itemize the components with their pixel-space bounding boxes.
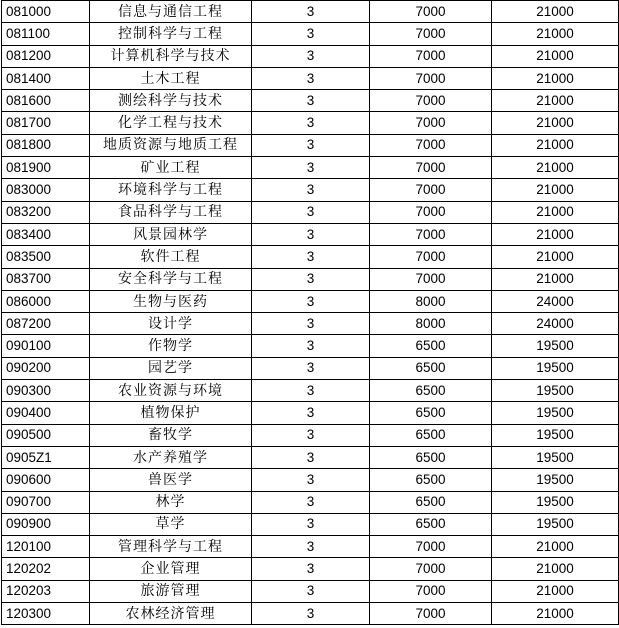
table-row (2, 580, 619, 602)
major-code-cell: 083200 (2, 201, 90, 223)
annual-fee-cell: 6500 (370, 424, 492, 446)
table-row (2, 157, 619, 179)
study-years-cell: 3 (252, 1, 370, 23)
table-row (2, 424, 619, 446)
study-years-cell: 3 (252, 469, 370, 491)
study-years-cell: 3 (252, 201, 370, 223)
annual-fee-cell: 6500 (370, 491, 492, 513)
study-years-cell: 3 (252, 380, 370, 402)
annual-fee-cell: 7000 (370, 558, 492, 580)
table-row (2, 491, 619, 513)
study-years-cell: 3 (252, 580, 370, 602)
total-fee-cell: 21000 (492, 23, 619, 45)
table-row (2, 201, 619, 223)
total-fee-cell: 21000 (492, 536, 619, 558)
study-years-cell: 3 (252, 335, 370, 357)
study-years-cell: 3 (252, 246, 370, 268)
major-name-cell: 草学 (90, 513, 252, 535)
annual-fee-cell: 7000 (370, 223, 492, 245)
major-name-cell: 作物学 (90, 335, 252, 357)
table-row (2, 357, 619, 379)
total-fee-cell: 24000 (492, 290, 619, 312)
total-fee-cell: 21000 (492, 580, 619, 602)
annual-fee-cell: 7000 (370, 45, 492, 67)
total-fee-cell: 19500 (492, 424, 619, 446)
total-fee-cell: 21000 (492, 90, 619, 112)
major-name-cell: 测绘科学与技术 (90, 90, 252, 112)
annual-fee-cell: 6500 (370, 380, 492, 402)
study-years-cell: 3 (252, 223, 370, 245)
major-code-cell: 083500 (2, 246, 90, 268)
study-years-cell: 3 (252, 402, 370, 424)
table-row (2, 313, 619, 335)
annual-fee-cell: 6500 (370, 469, 492, 491)
study-years-cell: 3 (252, 112, 370, 134)
table-row (2, 290, 619, 312)
major-code-cell: 081100 (2, 23, 90, 45)
major-code-cell: 087200 (2, 313, 90, 335)
annual-fee-cell: 7000 (370, 67, 492, 89)
table-row (2, 246, 619, 268)
annual-fee-cell: 7000 (370, 1, 492, 23)
annual-fee-cell: 6500 (370, 402, 492, 424)
major-name-cell: 土木工程 (90, 67, 252, 89)
table-row (2, 402, 619, 424)
major-code-cell: 120203 (2, 580, 90, 602)
study-years-cell: 3 (252, 268, 370, 290)
major-name-cell: 食品科学与工程 (90, 201, 252, 223)
annual-fee-cell: 7000 (370, 536, 492, 558)
total-fee-cell: 24000 (492, 313, 619, 335)
annual-fee-cell: 7000 (370, 580, 492, 602)
study-years-cell: 3 (252, 134, 370, 156)
total-fee-cell: 21000 (492, 201, 619, 223)
table-row (2, 23, 619, 45)
major-name-cell: 计算机科学与技术 (90, 45, 252, 67)
major-code-cell: 090500 (2, 424, 90, 446)
major-code-cell: 090700 (2, 491, 90, 513)
annual-fee-cell: 7000 (370, 157, 492, 179)
major-name-cell: 信息与通信工程 (90, 1, 252, 23)
total-fee-cell: 21000 (492, 157, 619, 179)
major-name-cell: 设计学 (90, 313, 252, 335)
annual-fee-cell: 6500 (370, 357, 492, 379)
major-name-cell: 农林经济管理 (90, 603, 252, 625)
study-years-cell: 3 (252, 491, 370, 513)
annual-fee-cell: 7000 (370, 201, 492, 223)
major-name-cell: 园艺学 (90, 357, 252, 379)
annual-fee-cell: 8000 (370, 290, 492, 312)
study-years-cell: 3 (252, 357, 370, 379)
total-fee-cell: 21000 (492, 179, 619, 201)
major-code-cell: 081200 (2, 45, 90, 67)
total-fee-cell: 19500 (492, 513, 619, 535)
major-code-cell: 083700 (2, 268, 90, 290)
major-code-cell: 090100 (2, 335, 90, 357)
table-row (2, 446, 619, 468)
major-name-cell: 水产养殖学 (90, 446, 252, 468)
annual-fee-cell: 6500 (370, 335, 492, 357)
table-row (2, 558, 619, 580)
annual-fee-cell: 6500 (370, 513, 492, 535)
table-row (2, 335, 619, 357)
major-name-cell: 环境科学与工程 (90, 179, 252, 201)
total-fee-cell: 21000 (492, 268, 619, 290)
study-years-cell: 3 (252, 424, 370, 446)
study-years-cell: 3 (252, 45, 370, 67)
total-fee-cell: 19500 (492, 380, 619, 402)
major-name-cell: 风景园林学 (90, 223, 252, 245)
study-years-cell: 3 (252, 513, 370, 535)
annual-fee-cell: 7000 (370, 90, 492, 112)
major-name-cell: 矿业工程 (90, 157, 252, 179)
major-code-cell: 081000 (2, 1, 90, 23)
annual-fee-cell: 7000 (370, 603, 492, 625)
study-years-cell: 3 (252, 179, 370, 201)
total-fee-cell: 21000 (492, 45, 619, 67)
table-body (2, 1, 619, 625)
major-code-cell: 0905Z1 (2, 446, 90, 468)
total-fee-cell: 19500 (492, 402, 619, 424)
total-fee-cell: 19500 (492, 357, 619, 379)
study-years-cell: 3 (252, 446, 370, 468)
major-name-cell: 软件工程 (90, 246, 252, 268)
total-fee-cell: 21000 (492, 558, 619, 580)
major-code-cell: 083400 (2, 223, 90, 245)
total-fee-cell: 21000 (492, 67, 619, 89)
table-row (2, 223, 619, 245)
major-code-cell: 081400 (2, 67, 90, 89)
study-years-cell: 3 (252, 290, 370, 312)
major-code-cell: 081600 (2, 90, 90, 112)
total-fee-cell: 19500 (492, 446, 619, 468)
total-fee-cell: 19500 (492, 491, 619, 513)
major-name-cell: 安全科学与工程 (90, 268, 252, 290)
major-code-cell: 081700 (2, 112, 90, 134)
major-name-cell: 旅游管理 (90, 580, 252, 602)
major-code-cell: 120300 (2, 603, 90, 625)
table-row (2, 112, 619, 134)
study-years-cell: 3 (252, 313, 370, 335)
tuition-table (1, 0, 619, 625)
annual-fee-cell: 7000 (370, 268, 492, 290)
major-name-cell: 管理科学与工程 (90, 536, 252, 558)
study-years-cell: 3 (252, 67, 370, 89)
table-row (2, 603, 619, 625)
major-code-cell: 081800 (2, 134, 90, 156)
study-years-cell: 3 (252, 90, 370, 112)
annual-fee-cell: 7000 (370, 179, 492, 201)
major-name-cell: 林学 (90, 491, 252, 513)
major-name-cell: 企业管理 (90, 558, 252, 580)
table-row (2, 45, 619, 67)
major-name-cell: 生物与医药 (90, 290, 252, 312)
total-fee-cell: 21000 (492, 246, 619, 268)
annual-fee-cell: 7000 (370, 23, 492, 45)
total-fee-cell: 19500 (492, 469, 619, 491)
total-fee-cell: 21000 (492, 1, 619, 23)
major-code-cell: 086000 (2, 290, 90, 312)
table-row (2, 380, 619, 402)
table-row (2, 513, 619, 535)
table-row (2, 90, 619, 112)
major-name-cell: 农业资源与环境 (90, 380, 252, 402)
total-fee-cell: 21000 (492, 603, 619, 625)
annual-fee-cell: 8000 (370, 313, 492, 335)
table-row (2, 67, 619, 89)
major-name-cell: 畜牧学 (90, 424, 252, 446)
major-name-cell: 地质资源与地质工程 (90, 134, 252, 156)
total-fee-cell: 21000 (492, 134, 619, 156)
major-name-cell: 化学工程与技术 (90, 112, 252, 134)
table-row (2, 134, 619, 156)
major-code-cell: 090300 (2, 380, 90, 402)
major-code-cell: 120100 (2, 536, 90, 558)
table-row (2, 179, 619, 201)
annual-fee-cell: 7000 (370, 134, 492, 156)
study-years-cell: 3 (252, 536, 370, 558)
total-fee-cell: 19500 (492, 335, 619, 357)
total-fee-cell: 21000 (492, 223, 619, 245)
study-years-cell: 3 (252, 558, 370, 580)
annual-fee-cell: 7000 (370, 112, 492, 134)
study-years-cell: 3 (252, 603, 370, 625)
annual-fee-cell: 6500 (370, 446, 492, 468)
table-row (2, 469, 619, 491)
table-row (2, 268, 619, 290)
major-name-cell: 兽医学 (90, 469, 252, 491)
table-row (2, 1, 619, 23)
table-row (2, 536, 619, 558)
total-fee-cell: 21000 (492, 112, 619, 134)
study-years-cell: 3 (252, 23, 370, 45)
major-code-cell: 090600 (2, 469, 90, 491)
major-code-cell: 081900 (2, 157, 90, 179)
major-code-cell: 083000 (2, 179, 90, 201)
major-code-cell: 120202 (2, 558, 90, 580)
major-name-cell: 植物保护 (90, 402, 252, 424)
major-code-cell: 090400 (2, 402, 90, 424)
major-code-cell: 090200 (2, 357, 90, 379)
study-years-cell: 3 (252, 157, 370, 179)
major-name-cell: 控制科学与工程 (90, 23, 252, 45)
annual-fee-cell: 7000 (370, 246, 492, 268)
major-code-cell: 090900 (2, 513, 90, 535)
